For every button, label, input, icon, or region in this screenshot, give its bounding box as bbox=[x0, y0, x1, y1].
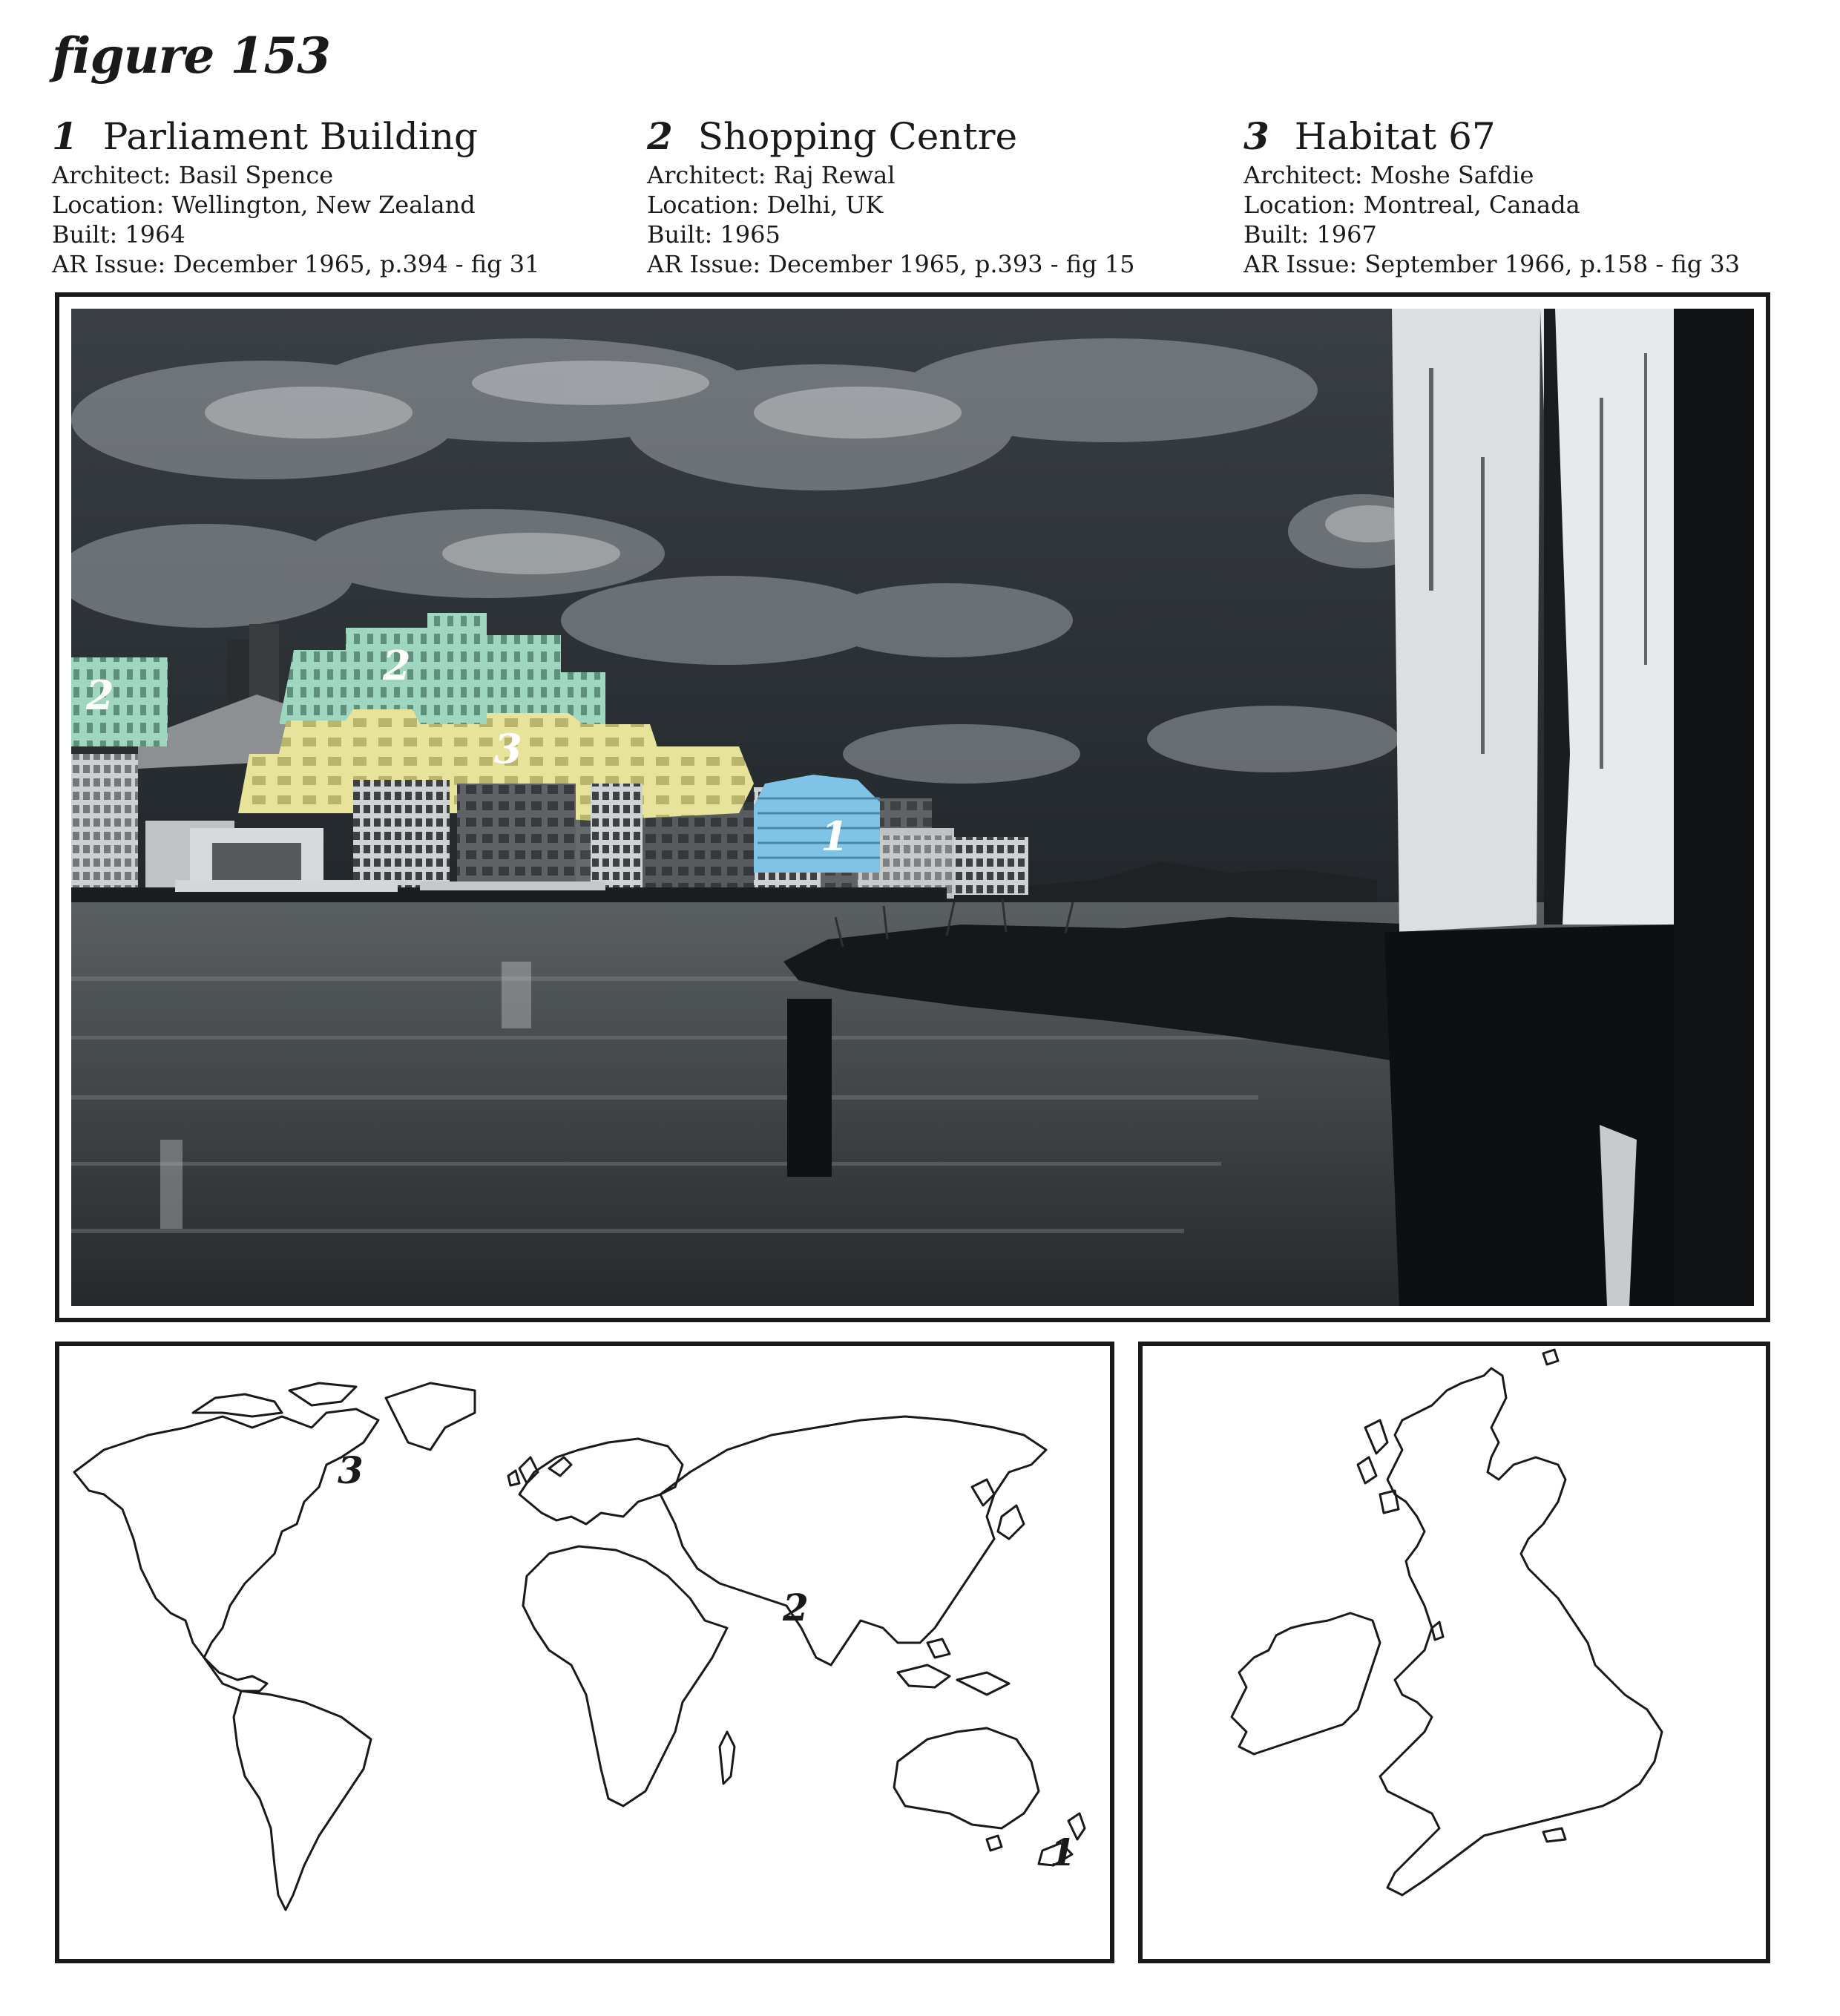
building-name: Parliament Building bbox=[102, 115, 479, 158]
photo-marker-2b: 2 bbox=[383, 642, 411, 689]
building-architect: Architect: Basil Spence bbox=[52, 161, 334, 189]
building-location: Location: Wellington, New Zealand bbox=[52, 191, 476, 219]
ireland bbox=[1232, 1613, 1380, 1754]
continent-asia bbox=[660, 1416, 1046, 1665]
building-architect: Architect: Moshe Safdie bbox=[1243, 161, 1534, 189]
building-issue: AR Issue: December 1965, p.393 - fig 15 bbox=[647, 250, 1135, 278]
building-issue: AR Issue: December 1965, p.394 - fig 31 bbox=[52, 250, 540, 278]
great-britain bbox=[1380, 1368, 1662, 1895]
building-number: 3 bbox=[1243, 114, 1269, 158]
building-name: Habitat 67 bbox=[1294, 115, 1496, 158]
building-info-2 bbox=[647, 113, 1226, 279]
map-marker-3: 3 bbox=[338, 1448, 364, 1492]
collage-scene bbox=[71, 309, 1754, 1306]
photo-marker-3: 3 bbox=[494, 725, 522, 772]
parliament-overlay bbox=[754, 775, 880, 873]
uk-map-frame bbox=[1138, 1342, 1770, 1963]
building-location: Location: Montreal, Canada bbox=[1243, 191, 1580, 219]
building-built: Built: 1967 bbox=[1243, 220, 1377, 249]
uk-ireland-map bbox=[1143, 1346, 1766, 1959]
building-built: Built: 1965 bbox=[647, 220, 781, 249]
building-location: Location: Delhi, UK bbox=[647, 191, 884, 219]
building-built: Built: 1964 bbox=[52, 220, 185, 249]
building-info-3 bbox=[1243, 113, 1822, 279]
continent-south-america bbox=[234, 1691, 371, 1910]
building-name: Shopping Centre bbox=[697, 115, 1018, 158]
world-map-frame bbox=[55, 1342, 1114, 1963]
building-info-1 bbox=[52, 113, 631, 279]
continent-africa bbox=[523, 1546, 727, 1806]
continent-australia bbox=[894, 1728, 1039, 1828]
building-number: 2 bbox=[647, 114, 673, 158]
collage-photo-frame bbox=[55, 292, 1770, 1322]
continent-europe bbox=[519, 1439, 683, 1524]
building-number: 1 bbox=[52, 114, 78, 158]
world-map bbox=[59, 1346, 1110, 1959]
mooring-post bbox=[787, 999, 832, 1177]
continent-north-america bbox=[74, 1409, 378, 1658]
photo-marker-1: 1 bbox=[821, 812, 849, 860]
timber-pillars bbox=[1384, 309, 1754, 1306]
map-marker-2: 2 bbox=[783, 1586, 809, 1629]
building-issue: AR Issue: September 1966, p.158 - fig 33 bbox=[1243, 250, 1741, 278]
continent-greenland bbox=[386, 1383, 475, 1450]
figure-title: figure 153 bbox=[52, 27, 331, 85]
collage-photo bbox=[71, 309, 1754, 1306]
map-marker-1: 1 bbox=[1050, 1831, 1076, 1874]
photo-marker-2a: 2 bbox=[86, 672, 114, 719]
building-architect: Architect: Raj Rewal bbox=[647, 161, 896, 189]
